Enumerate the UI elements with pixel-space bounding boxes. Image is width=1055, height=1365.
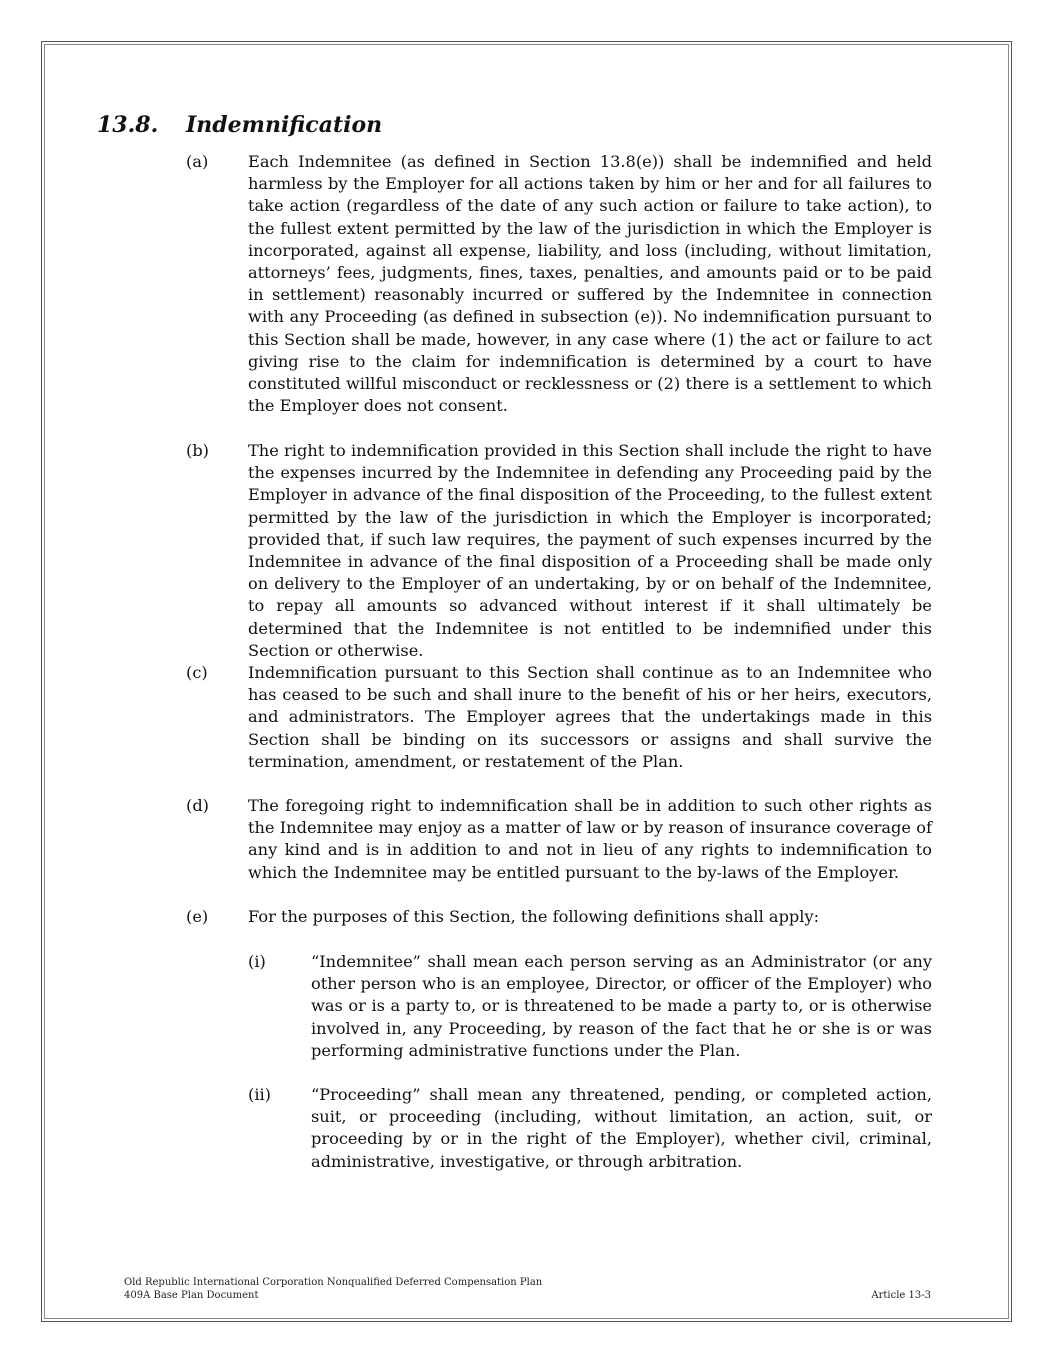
paragraph-c-text: Indemnification pursuant to this Section shall continue as to an Indemnitee who has ceased to be such and shall inure to the benefit of his or her heirs, executors, and administrators. The Employer agrees that the undertakings made in this Section shall be binding on its successors or assigns and shall survive the termination, amendment, or restatement of the Plan. [248,663,932,771]
subparagraph-ii-marker: (ii) [248,1085,271,1104]
subparagraph-i-text: “Indemnitee” shall mean each person serving as an Administrator (or any other person who is an employee, Director, or officer of the Employer) who was or is a party to, or is threatened to be made a party to, or is otherwise involved in, any Proceeding, by reason of the fact that he or she is or was performing administrative functions under the Plan. [311,952,932,1060]
paragraph-b-marker: (b) [186,441,209,460]
paragraph-e-text: For the purposes of this Section, the following definitions shall apply: [248,907,820,926]
paragraph-d-marker: (d) [186,796,209,815]
section-title: Indemnification [186,112,383,138]
paragraph-e-marker: (e) [186,907,209,926]
paragraph-c-marker: (c) [186,663,208,682]
footer-line-2: 409A Base Plan Document [124,1290,259,1301]
paragraph-d-text: The foregoing right to indemnification shall be in addition to such other rights as the Indemnitee may enjoy as a matter of law or by reason of insurance coverage of any kind and is in addition to and not in lieu of any rights to indemnification to which the Indemnitee may be entitled pursuant to the by-laws of the Employer. [248,796,932,882]
footer-line-1: Old Republic International Corporation Nonqualified Deferred Compensation Plan [124,1277,543,1288]
paragraph-a-text: Each Indemnitee (as defined in Section 13.8(e)) shall be indemnified and held harmless by the Employer for all actions taken by him or her and for all failures to take action (regardless of the date of any such action or failure to take action), to the fullest extent permitted by the law of the jurisdiction in which the Employer is incorporated, against all expense, liability, and loss (including, without limitation, attorneys’ fees, judgments, fines, taxes, penalties, and amounts paid or to be paid in settlement) reasonably incurred or suffered by the Indemnitee in connection with any Proceeding (as defined in subsection (e)). No indemnification pursuant to this Section shall be made, however, in any case where (1) the act or failure to act giving rise to the claim for indemnification is determined by a court to have constituted willful misconduct or recklessness or (2) there is a settlement to which the Employer does not consent. [248,152,932,416]
subparagraph-ii-text: “Proceeding” shall mean any threatened, pending, or completed action, suit, or proceeding (including, without limitation, an action, suit, or proceeding by or in the right of the Employer), whether civil, criminal, administrative, investigative, or through arbitration. [311,1085,932,1171]
footer-plan-name [124,1276,542,1302]
paragraph-a-marker: (a) [186,152,209,171]
footer-page-label: Article 13-3 [871,1290,931,1301]
section-number: 13.8. [97,112,159,138]
paragraph-b-text: The right to indemnification provided in this Section shall include the right to have the expenses incurred by the Indemnitee in defending any Proceeding paid by the Employer in advance of the final disposition of the Proceeding, to the fullest extent permitted by the law of the jurisdiction in which the Employer is incorporated; provided that, if such law requires, the payment of such expenses incurred by the Indemnitee in advance of the final disposition of a Proceeding shall be made only on delivery to the Employer of an undertaking, by or on behalf of the Indemnitee, to repay all amounts so advanced without interest if it shall ultimately be determined that the Indemnitee is not entitled to be indemnified under this Section or otherwise. [248,441,932,660]
subparagraph-i-marker: (i) [248,952,266,971]
